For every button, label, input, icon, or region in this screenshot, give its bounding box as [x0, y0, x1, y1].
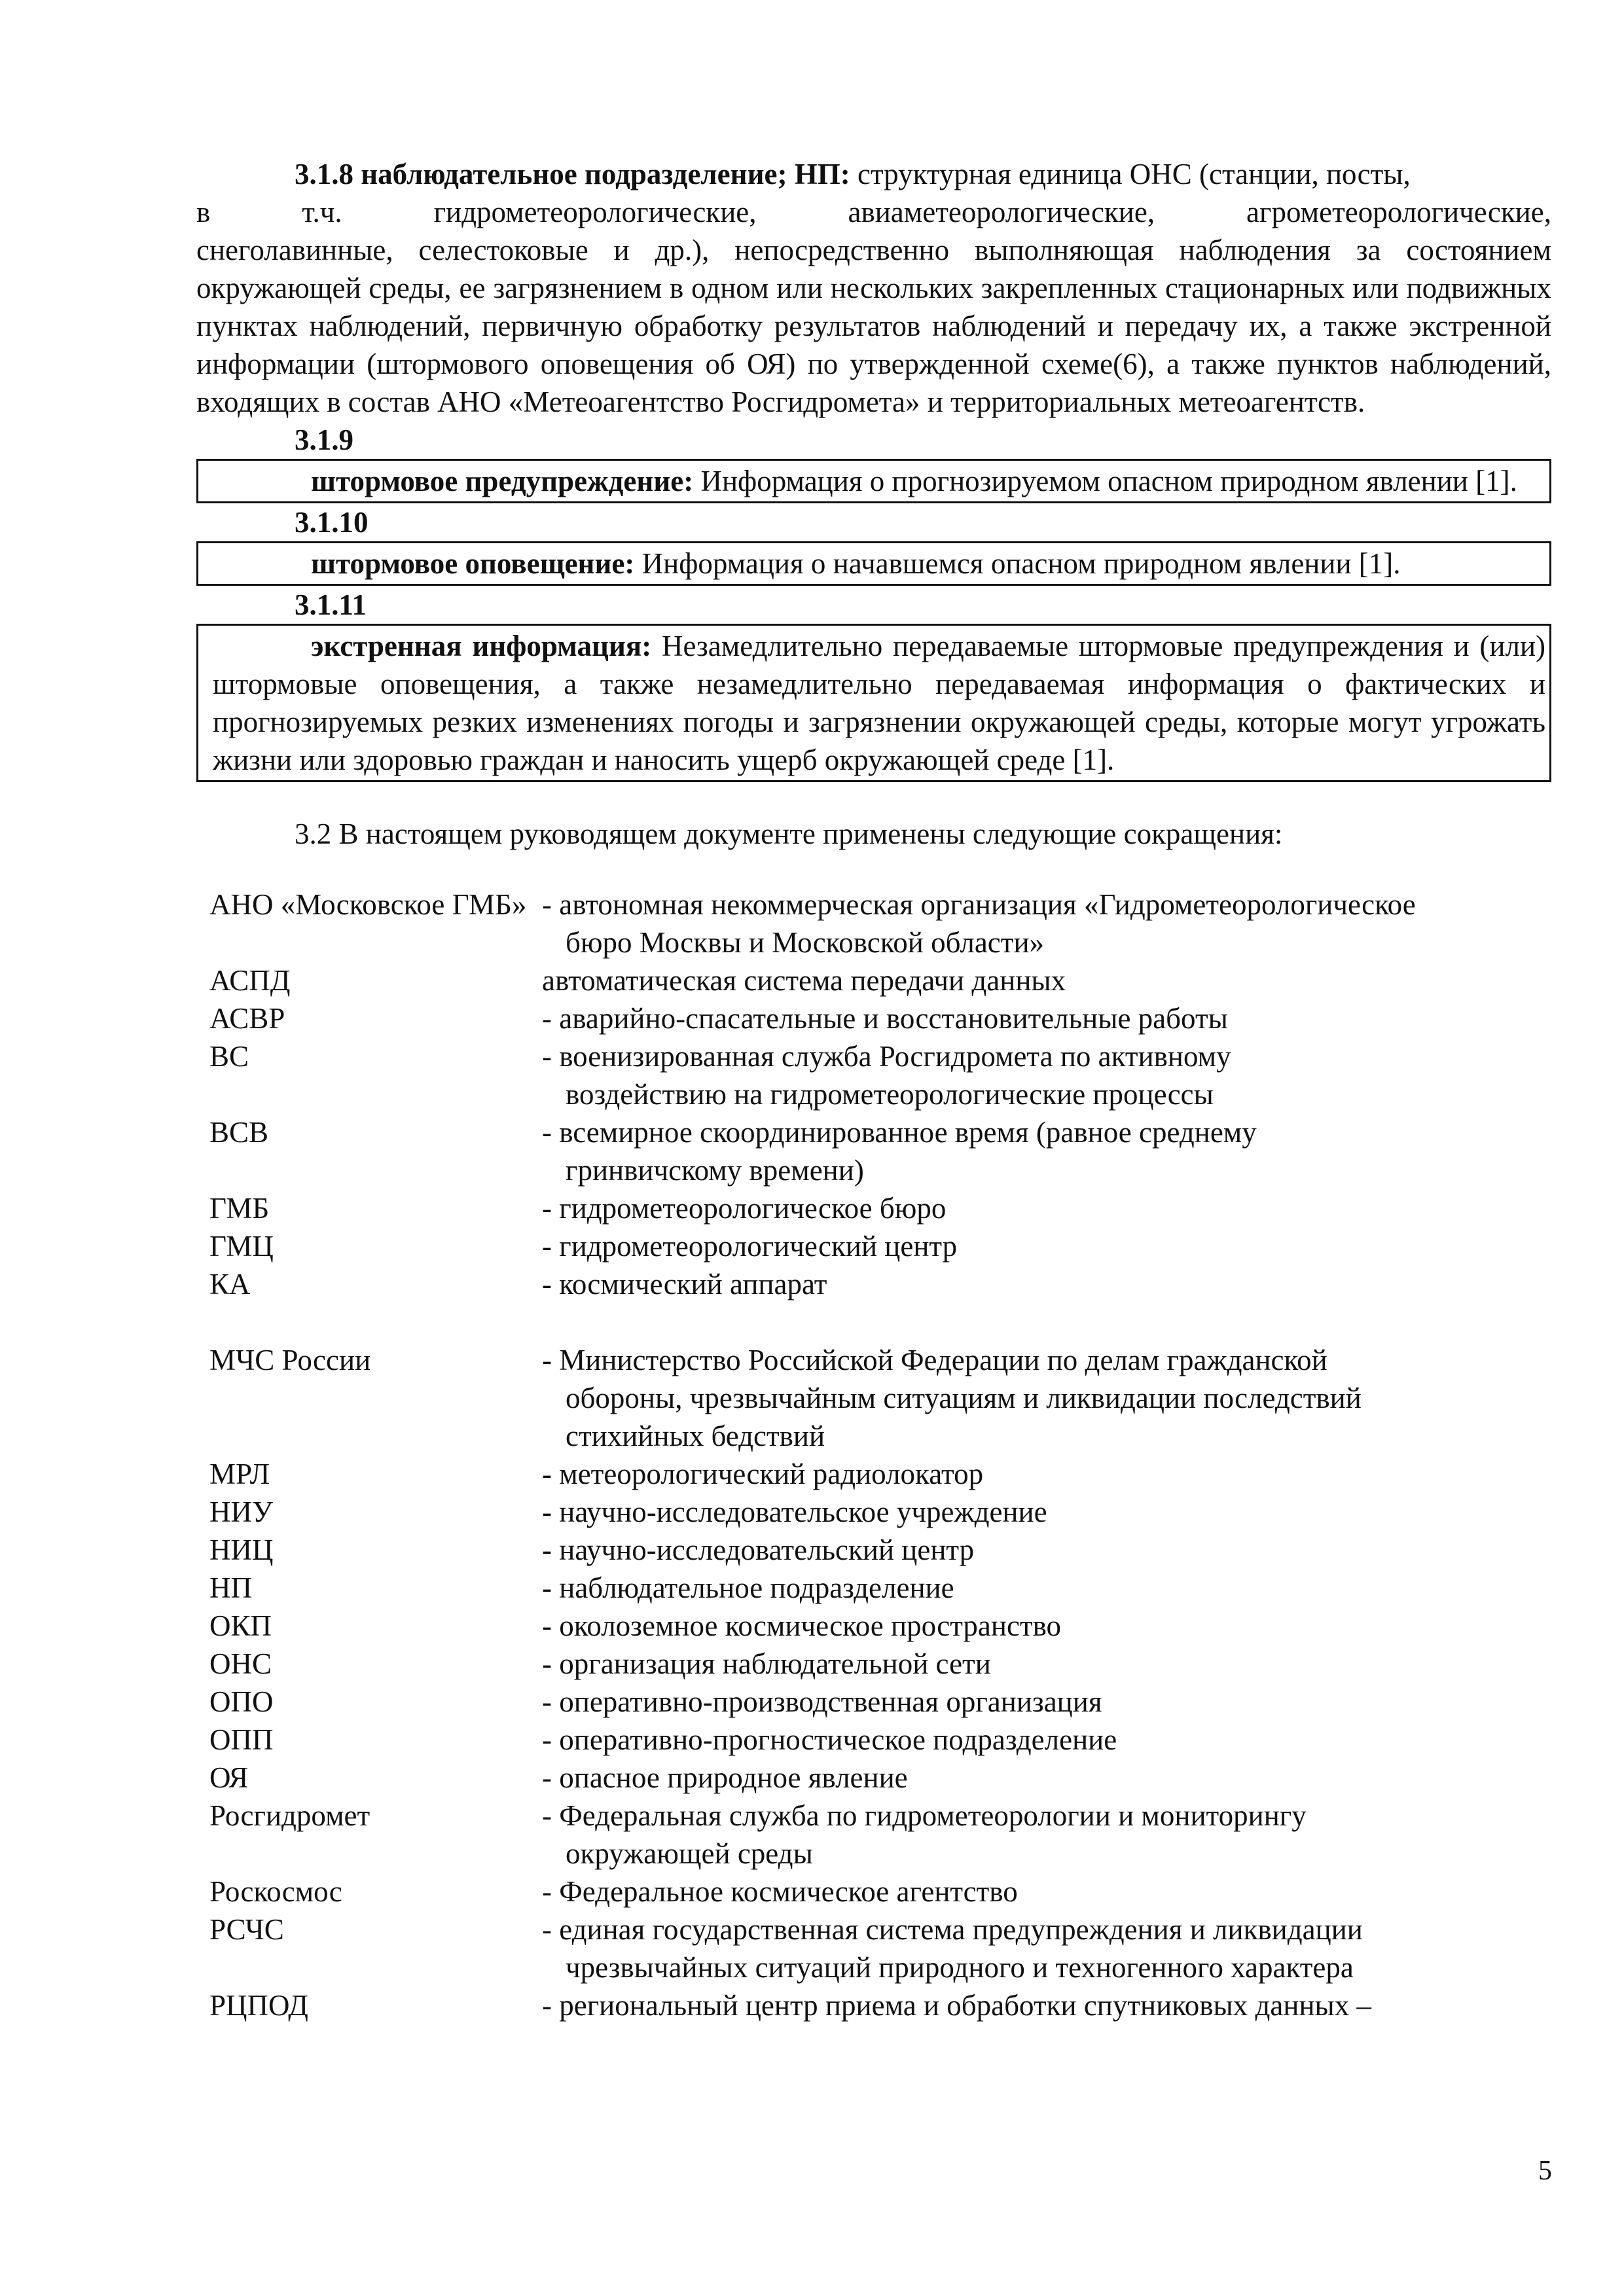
abbreviation-term: АНО «Московское ГМБ»: [209, 888, 527, 921]
abbreviation-definition: [542, 1986, 1551, 2024]
definition-line: - опасное природное явление: [542, 1761, 908, 1794]
abbreviation-term: РЦПОД: [209, 1989, 308, 2022]
definition-line: - организация наблюдательной сети: [542, 1647, 991, 1680]
abbreviation-term: ГМБ: [209, 1192, 270, 1225]
abbreviation-list: [196, 886, 1551, 2024]
definition-box-3-1-11: [196, 624, 1551, 782]
definition-line: - метеорологический радиолокатор: [542, 1458, 984, 1490]
abbreviation-definition: [542, 886, 1551, 961]
definition-line: - оперативно-производственная организация: [542, 1685, 1102, 1718]
abbreviation-term: НИЦ: [209, 1534, 274, 1566]
abbreviation-row: [196, 1759, 1551, 1797]
abbreviation-definition: [542, 1873, 1551, 1910]
abbreviation-row: [196, 1873, 1551, 1910]
abbreviation-definition: [542, 1037, 1551, 1113]
abbreviation-row: [196, 1607, 1551, 1645]
abbreviation-term: НП: [209, 1571, 252, 1604]
definition-line: - всемирное скоординированное время (равное среднему: [542, 1116, 1257, 1149]
term-3-1-11: экстренная информация:: [311, 630, 652, 662]
section-number-3-1-10: 3.1.10: [295, 506, 369, 539]
abbreviation-definition: [542, 1683, 1551, 1721]
abbreviation-definition: [542, 1607, 1551, 1645]
abbreviation-term: ОНС: [209, 1647, 272, 1680]
abbreviation-row: [196, 961, 1551, 999]
abbreviation-definition: [542, 1721, 1551, 1759]
abbr-np: НП:: [794, 158, 850, 190]
document-page: [196, 155, 1551, 2024]
section-number-3-1-9: 3.1.9: [295, 423, 353, 456]
abbreviation-row: [196, 1113, 1551, 1189]
abbreviation-row: [196, 1986, 1551, 2024]
abbreviation-row: [196, 1683, 1551, 1721]
abbreviation-definition: [542, 1531, 1551, 1569]
abbreviation-term: ОЯ: [209, 1761, 249, 1794]
definition-line: - аварийно-спасательные и восстановительные работы: [542, 1002, 1228, 1035]
abbreviation-term: Росгидромет: [209, 1799, 370, 1832]
def-3-1-9-text: Информация о прогнозируемом опасном природном явлении [1].: [700, 465, 1517, 497]
definition-line: бюро Москвы и Московской области»: [566, 926, 1045, 959]
term-3-1-10: штормовое оповещение:: [311, 547, 635, 580]
abbreviation-row: [196, 1493, 1551, 1531]
term-3-1-8: 3.1.8 наблюдательное подразделение;: [295, 158, 787, 190]
abbreviation-row: [196, 1797, 1551, 1873]
definition-3-1-8: [196, 155, 1551, 193]
abbreviation-row: [196, 999, 1551, 1037]
abbreviation-row: [196, 1910, 1551, 1986]
definition-line: чрезвычайных ситуаций природного и техногенного характера: [566, 1951, 1354, 1984]
abbreviation-definition: [542, 1227, 1551, 1265]
abbreviation-definition: [542, 1569, 1551, 1607]
abbreviation-term: МЧС России: [209, 1344, 371, 1376]
definition-box-3-1-10: [196, 541, 1551, 586]
abbreviation-term: ВСВ: [209, 1116, 269, 1149]
abbreviation-definition: [542, 1910, 1551, 1986]
definition-line: окружающей среды: [566, 1837, 813, 1870]
definition-line: гринвичскому времени): [566, 1154, 864, 1187]
abbreviation-term: ОПО: [209, 1685, 274, 1718]
definition-line: - гидрометеорологическое бюро: [542, 1192, 947, 1225]
abbreviation-definition: [542, 961, 1551, 999]
page-number: 5: [1538, 2156, 1552, 2186]
def-3-1-10-text: Информация о начавшемся опасном природном явлении [1].: [641, 547, 1401, 580]
definition-line: - околоземное космическое пространство: [542, 1609, 1062, 1642]
definition-line: воздействию на гидрометеорологические процессы: [566, 1078, 1214, 1111]
abbreviation-term: АСПД: [209, 964, 291, 997]
abbreviation-term: ОПП: [209, 1723, 274, 1756]
abbreviation-definition: [542, 1113, 1551, 1189]
definition-line: - космический аппарат: [542, 1268, 827, 1300]
abbreviation-row: [196, 1265, 1551, 1303]
abbreviation-row: [196, 1455, 1551, 1493]
abbreviation-row: [196, 1721, 1551, 1759]
abbreviation-definition: [542, 1265, 1551, 1303]
abbreviation-term: РСЧС: [209, 1913, 284, 1946]
def-3-1-11-text: Незамедлительно передаваемые штормовые предупреждения и (или) штормовые оповещения, а также незамедлительно передаваемая информация о фактических и прогнозируемых резких изменениях погоды и загрязнении окружающей среды, которые могут угрожать жизни или здоровью граждан и наносить ущерб окружающей среде [1].: [213, 630, 1546, 776]
abbreviation-row: [196, 1189, 1551, 1227]
abbreviation-definition: [542, 1797, 1551, 1873]
abbreviation-row: [196, 1645, 1551, 1683]
definition-line: автоматическая система передачи данных: [542, 964, 1066, 997]
definition-line: - научно-исследовательский центр: [542, 1534, 975, 1566]
definition-line: - автономная некоммерческая организация «Гидрометеорологическое: [542, 888, 1416, 921]
def-3-1-8-line2: в т.ч. гидрометеорологические, авиаметеорологические, агрометеорологические,: [196, 196, 1551, 228]
abbreviations-intro: 3.2 В настоящем руководящем документе применены следующие сокращения:: [295, 817, 1283, 850]
definition-line: - наблюдательное подразделение: [542, 1571, 954, 1604]
definition-line: стихийных бедствий: [566, 1420, 825, 1452]
list-spacer: [196, 1303, 1551, 1341]
abbreviation-row: [196, 1037, 1551, 1113]
abbreviation-definition: [542, 1645, 1551, 1683]
definition-box-3-1-9: [196, 459, 1551, 503]
abbreviation-row: [196, 1341, 1551, 1455]
abbreviation-definition: [542, 999, 1551, 1037]
definition-line: - научно-исследовательское учреждение: [542, 1496, 1047, 1528]
abbreviation-definition: [542, 1341, 1551, 1455]
abbreviation-term: Роскосмос: [209, 1875, 342, 1908]
definition-line: - Министерство Российской Федерации по делам гражданской: [542, 1344, 1327, 1376]
abbreviation-term: КА: [209, 1268, 251, 1300]
abbreviation-term: АСВР: [209, 1002, 285, 1035]
abbreviation-row: [196, 1227, 1551, 1265]
abbreviation-definition: [542, 1493, 1551, 1531]
definition-line: - Федеральное космическое агентство: [542, 1875, 1018, 1908]
definition-line: - региональный центр приема и обработки спутниковых данных –: [542, 1989, 1372, 2022]
abbreviation-term: НИУ: [209, 1496, 273, 1528]
abbreviation-term: МРЛ: [209, 1458, 270, 1490]
abbreviation-definition: [542, 1189, 1551, 1227]
definition-line: - гидрометеорологический центр: [542, 1230, 958, 1263]
abbreviation-term: ВС: [209, 1040, 249, 1073]
abbreviation-term: ОКП: [209, 1609, 272, 1642]
abbreviation-row: [196, 1531, 1551, 1569]
abbreviation-row: [196, 886, 1551, 961]
def-3-1-8-body: снеголавинные, селестоковые и др.), непосредственно выполняющая наблюдения за состоянием окружающей среды, ее загрязнением в одном или нескольких закрепленных стационарных или подвижных пунктах наблюдений, первичную обработку результатов наблюдений и передачу их, а также экстренной информации (штормового оповещения об ОЯ) по утвержденной схеме(6), а также пунктов наблюдений, входящих в состав АНО «Метеоагентство Росгидромета» и территориальных метеоагентств.: [196, 234, 1551, 418]
definition-line: - единая государственная система предупреждения и ликвидации: [542, 1913, 1363, 1946]
definition-line: - военизированная служба Росгидромета по активному: [542, 1040, 1231, 1073]
abbreviation-definition: [542, 1759, 1551, 1797]
definition-line: обороны, чрезвычайным ситуациям и ликвидации последствий: [566, 1382, 1362, 1414]
abbreviation-term: ГМЦ: [209, 1230, 274, 1263]
term-3-1-9: штормовое предупреждение:: [311, 465, 694, 497]
abbreviation-row: [196, 1569, 1551, 1607]
abbreviation-definition: [542, 1455, 1551, 1493]
definition-line: - оперативно-прогностическое подразделение: [542, 1723, 1117, 1756]
def-3-1-8-line1: структурная единица ОНС (станции, посты,: [857, 158, 1411, 190]
section-number-3-1-11: 3.1.11: [295, 588, 367, 621]
definition-line: - Федеральная служба по гидрометеорологии и мониторингу: [542, 1799, 1307, 1832]
